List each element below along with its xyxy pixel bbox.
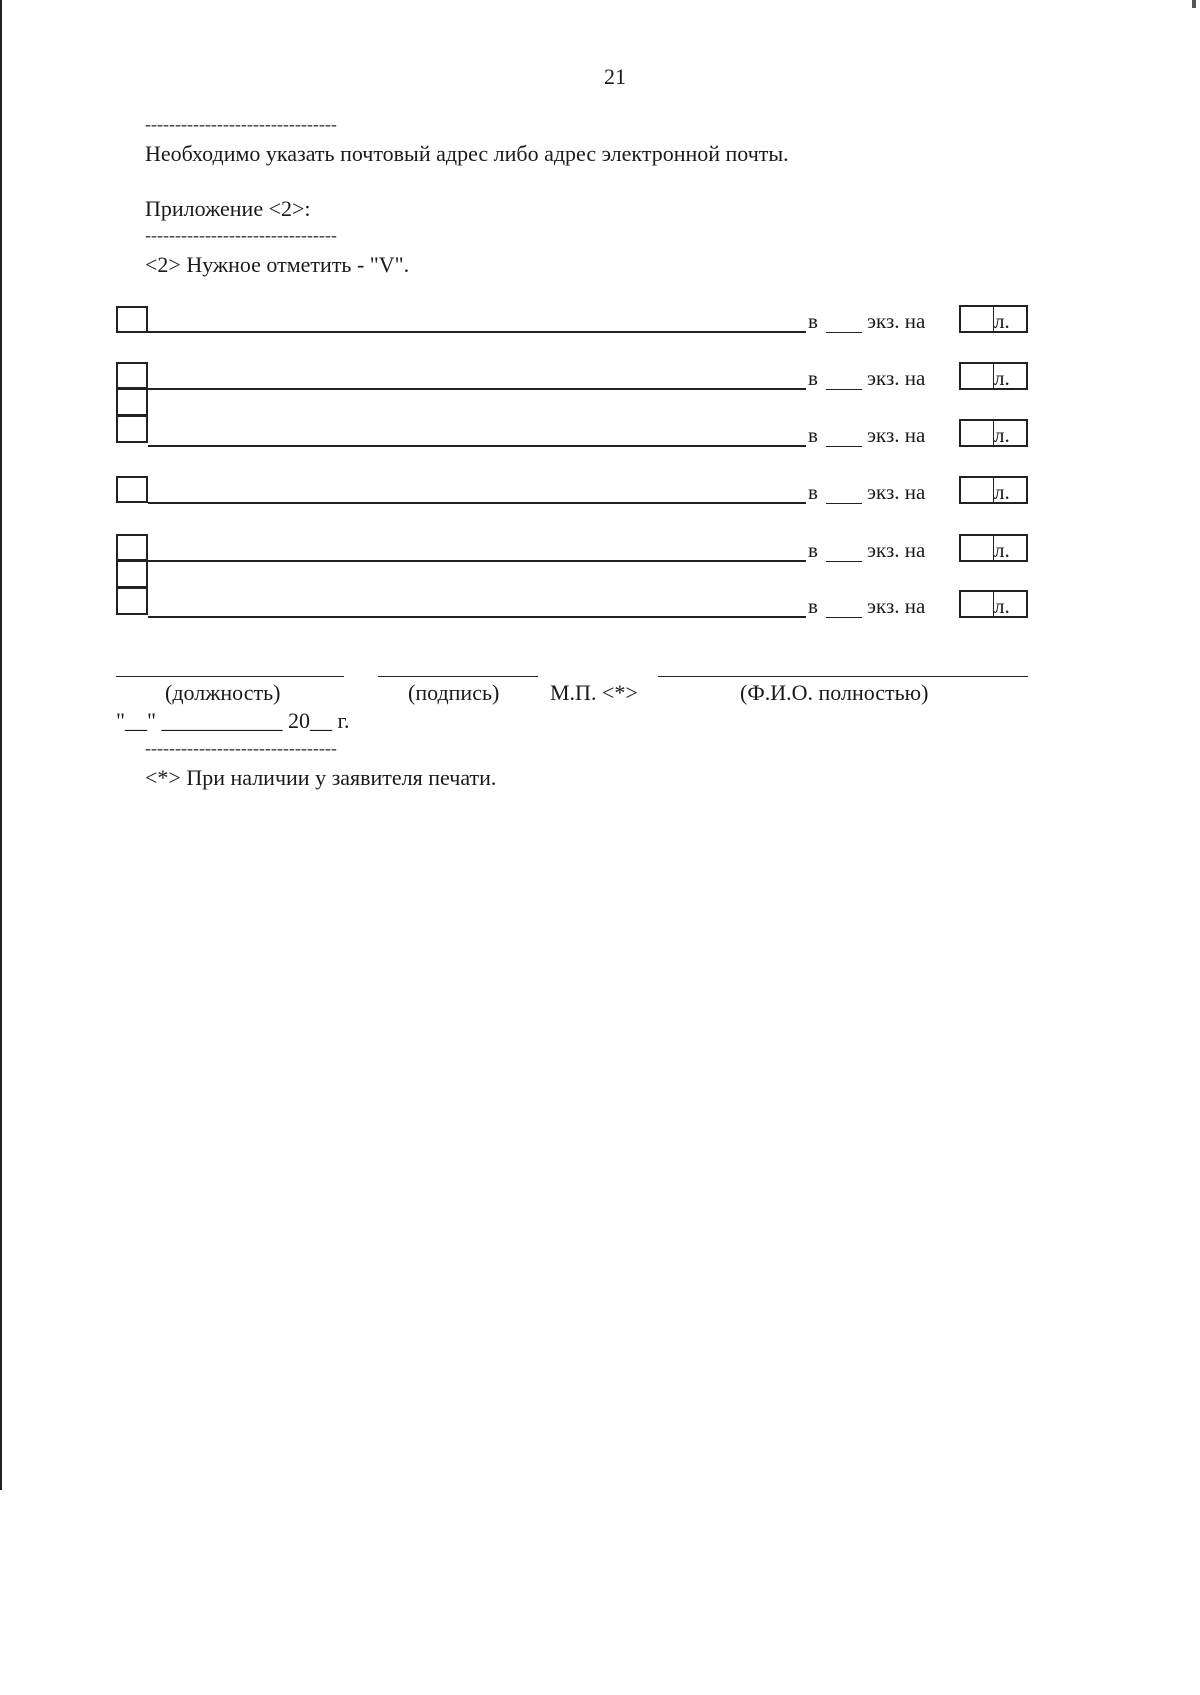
sheets-label: л.	[994, 366, 1010, 390]
copies-label: экз. на	[867, 366, 926, 390]
sheets-label: л.	[994, 538, 1010, 562]
attachment-checkbox[interactable]	[116, 389, 148, 416]
attachment-name-line[interactable]	[148, 331, 806, 333]
address-note: Необходимо указать почтовый адрес либо адрес электронной почты.	[145, 141, 789, 166]
signature-line[interactable]	[378, 676, 538, 677]
attachment-name-line[interactable]	[148, 388, 806, 390]
scan-left-edge	[0, 0, 2, 1490]
copies-prefix-label: в	[808, 309, 818, 333]
attachment-heading: Приложение <2>:	[145, 196, 311, 221]
position-caption: (должность)	[165, 680, 281, 705]
scan-corner-mark	[1192, 0, 1196, 8]
signature-caption: (подпись)	[408, 680, 500, 705]
copies-label: экз. на	[867, 423, 926, 447]
attachment-checkbox[interactable]	[116, 561, 148, 588]
attachment-checkbox[interactable]	[116, 362, 148, 389]
attachment-checkbox[interactable]	[116, 306, 148, 333]
copies-label: экз. на	[867, 594, 926, 618]
attachment-name-line[interactable]	[148, 616, 806, 618]
footnote-separator: --------------------------------	[145, 114, 337, 134]
position-line[interactable]	[116, 676, 344, 677]
attachment-name-line[interactable]	[148, 502, 806, 504]
attachment-checkbox[interactable]	[116, 476, 148, 503]
copies-count-line[interactable]	[826, 503, 862, 504]
copies-label: экз. на	[867, 309, 926, 333]
attachment-name-line[interactable]	[148, 560, 806, 562]
date-line[interactable]: "__" ___________ 20__ г.	[116, 708, 350, 733]
copies-prefix-label: в	[808, 594, 818, 618]
attachment-name-line[interactable]	[148, 445, 806, 447]
stamp-note: <*> При наличии у заявителя печати.	[145, 765, 497, 790]
copies-count-line[interactable]	[826, 617, 862, 618]
attachment-checkbox[interactable]	[116, 534, 148, 561]
attachment-checkbox[interactable]	[116, 416, 148, 443]
footnote-separator: --------------------------------	[145, 225, 337, 245]
copies-prefix-label: в	[808, 480, 818, 504]
full-name-caption: (Ф.И.О. полностью)	[740, 680, 929, 705]
sheets-label: л.	[994, 309, 1010, 333]
full-name-line[interactable]	[658, 676, 1028, 677]
copies-count-line[interactable]	[826, 389, 862, 390]
sheets-label: л.	[994, 480, 1010, 504]
page-number: 21	[604, 64, 626, 89]
copies-prefix-label: в	[808, 366, 818, 390]
copies-count-line[interactable]	[826, 332, 862, 333]
attachment-checkbox[interactable]	[116, 588, 148, 615]
copies-count-line[interactable]	[826, 446, 862, 447]
mark-note: <2> Нужное отметить - "V".	[145, 252, 410, 277]
copies-prefix-label: в	[808, 538, 818, 562]
sheets-label: л.	[994, 594, 1010, 618]
stamp-caption: М.П. <*>	[550, 680, 638, 705]
footnote-separator: --------------------------------	[145, 738, 337, 758]
copies-count-line[interactable]	[826, 561, 862, 562]
copies-prefix-label: в	[808, 423, 818, 447]
copies-label: экз. на	[867, 480, 926, 504]
copies-label: экз. на	[867, 538, 926, 562]
sheets-label: л.	[994, 423, 1010, 447]
